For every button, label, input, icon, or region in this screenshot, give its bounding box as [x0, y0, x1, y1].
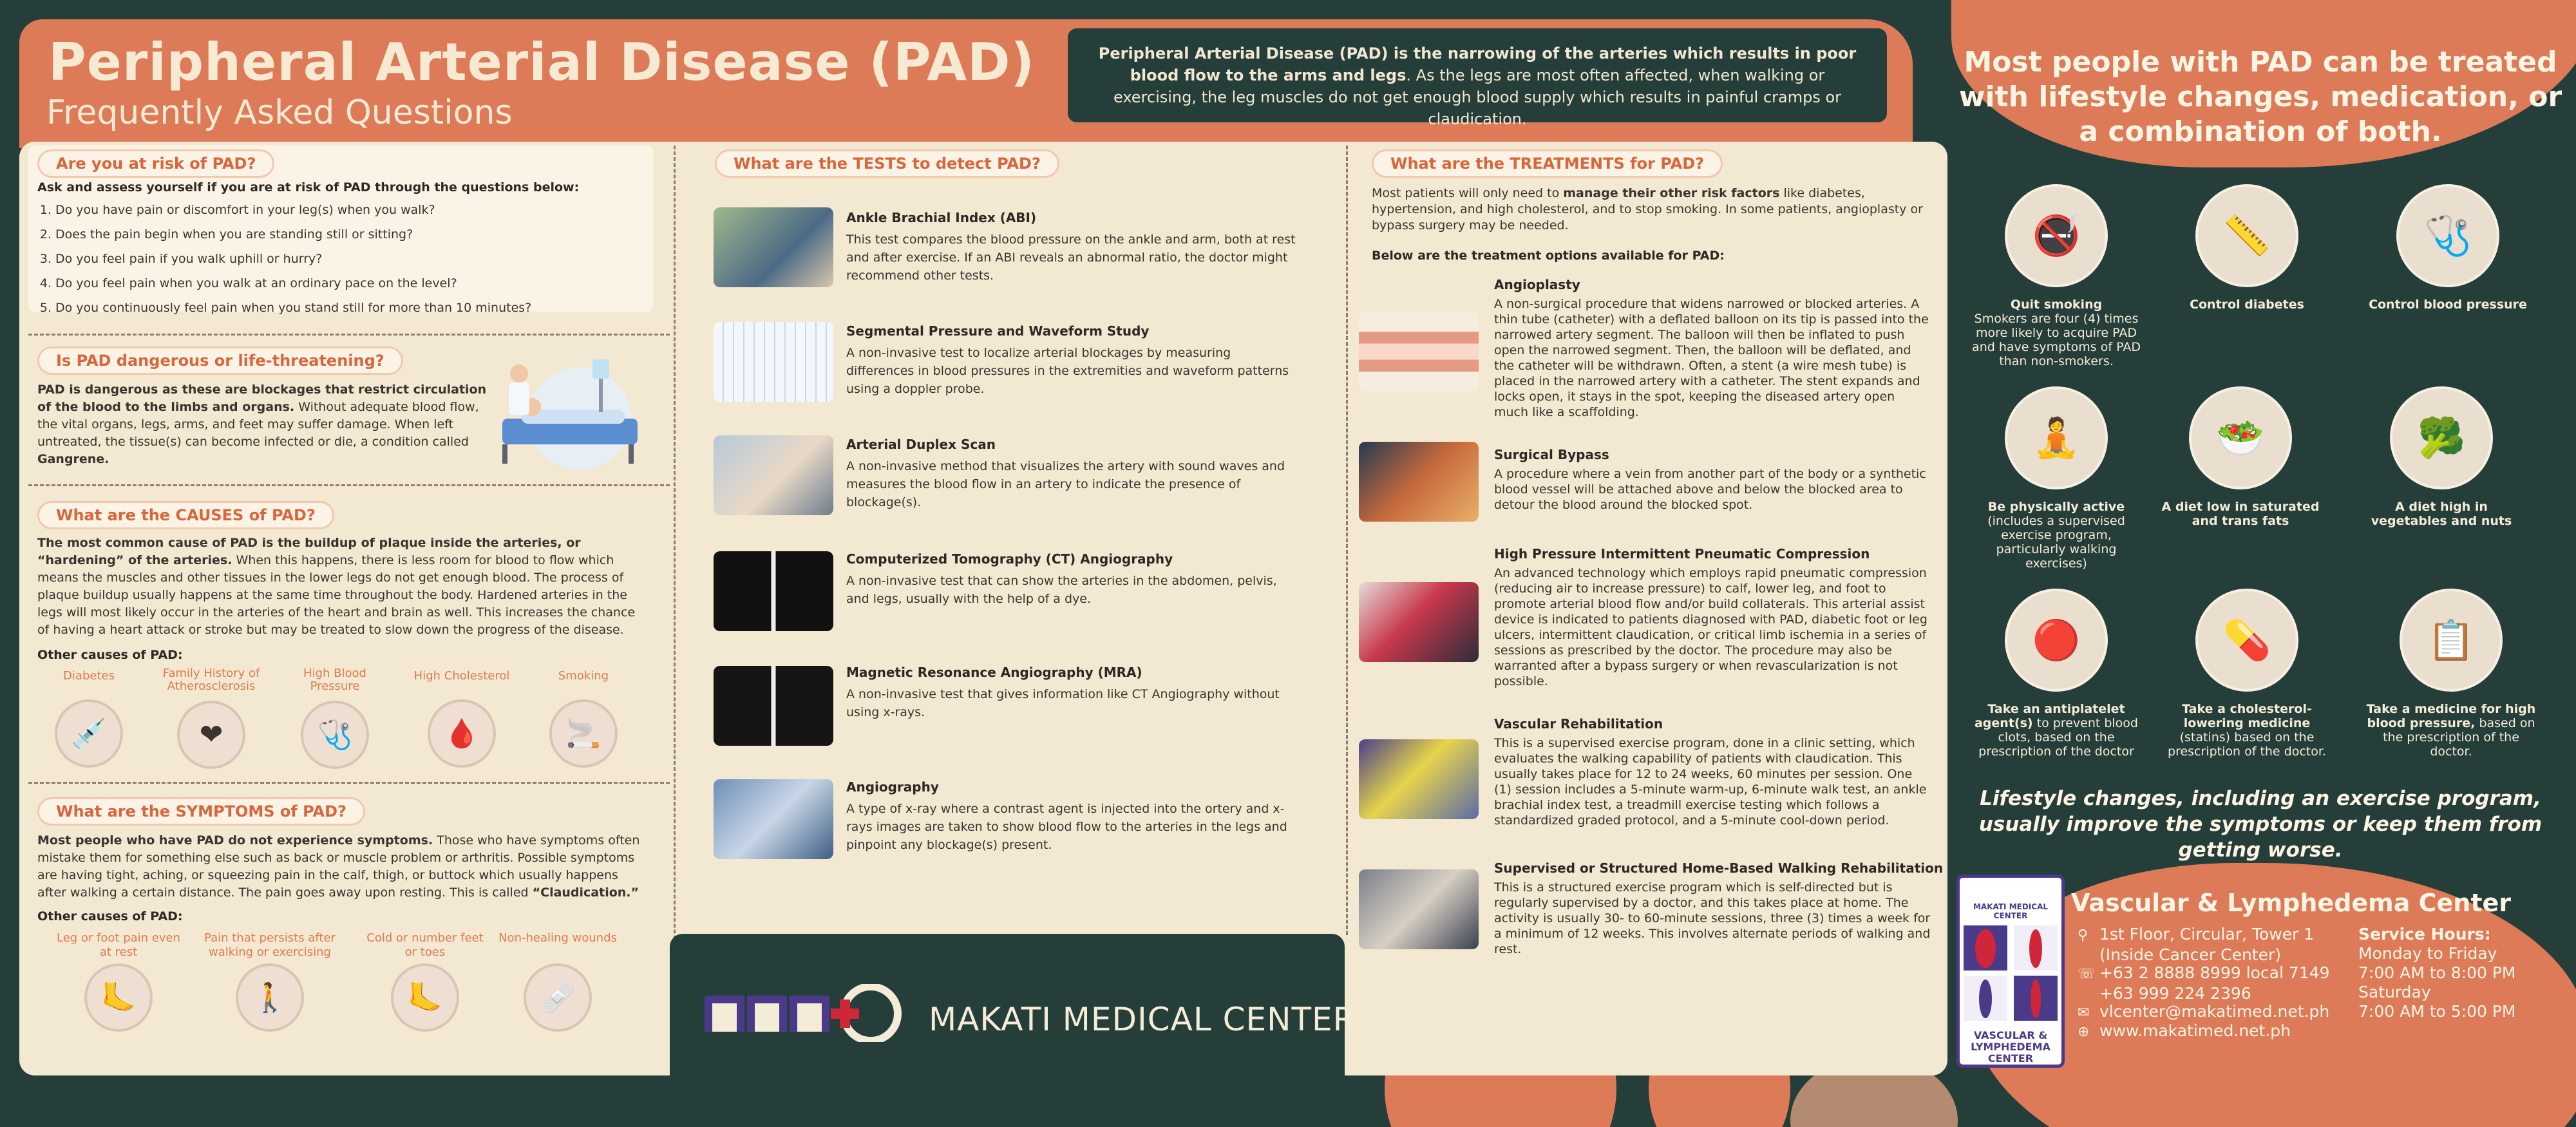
- lifestyle-item: [2160, 184, 2334, 312]
- symptom-item: [196, 931, 344, 1032]
- treatments-intro-bold: manage their other risk factors: [1563, 186, 1780, 200]
- hours-line: 7:00 AM to 5:00 PM: [2358, 1002, 2516, 1021]
- no-smoking-icon: 🚭: [2005, 184, 2108, 287]
- logo-top-text: MAKATI MEDICAL CENTER: [1973, 902, 2048, 920]
- hospital-bed-illustration: [483, 348, 650, 470]
- definition-text: . As the legs are most often affected, when walking or exercising, the leg muscles do not get enough blood supply which results in painful cramps or claudication.: [1113, 66, 1842, 128]
- symptoms-text: [37, 832, 649, 902]
- hours-line: Monday to Friday: [2358, 944, 2497, 963]
- definition-bold: Peripheral Arterial Disease (PAD) is the narrowing of the arteries which results in poor blood flow to the arms and legs: [1098, 44, 1857, 84]
- service-hours: [2358, 925, 2515, 1021]
- phones: [2078, 963, 2330, 1003]
- vascular-rehab-photo: [1359, 739, 1479, 819]
- risk-question: 2. Does the pain begin when you are standing still or sitting?: [55, 222, 667, 247]
- definition-box: [1068, 28, 1887, 128]
- test-body: A non-invasive test that gives information like CT Angiography without using x-rays.: [846, 687, 1280, 719]
- phone-icon: ☏: [2078, 966, 2096, 982]
- symptoms-other-label: Other causes of PAD:: [37, 909, 183, 923]
- risk-heading: Are you at risk of PAD?: [37, 149, 274, 178]
- hospital-name: MAKATI MEDICAL CENTER: [929, 1001, 1356, 1038]
- lifestyle-item: [1969, 386, 2143, 571]
- symptom-label: Non-healing wounds: [498, 931, 617, 945]
- danger-text: [37, 381, 493, 468]
- website-link[interactable]: www.makatimed.net.ph: [2099, 1021, 2291, 1040]
- address-line: (Inside Cancer Center): [2099, 945, 2282, 964]
- wound-icon: 🩹: [524, 963, 592, 1032]
- symptoms-rest: Those who have symptoms often mistake them for something else such as back or muscle problem or arthritis. Possible symptoms are having tight, aching, or squeezing pain in the calf, thigh, or buttock which usually happens after walking a certain distance. The pain goes away upon resting. This is called: [37, 833, 640, 900]
- risk-question: 1. Do you have pain or discomfort in your leg(s) when you walk?: [55, 198, 667, 222]
- center-title: Vascular & Lymphedema Center: [2071, 889, 2512, 917]
- salad-bowl-icon: 🥗: [2189, 386, 2292, 489]
- test-title: Angiography: [846, 779, 939, 795]
- vascular-center-logo: [1956, 875, 2065, 1068]
- lifestyle-bold: Be physically active: [1987, 500, 2125, 514]
- hours-line: Saturday: [2358, 983, 2431, 1001]
- symptoms-end: “Claudication.”: [532, 886, 639, 900]
- lifestyle-item: [2361, 589, 2541, 759]
- cause-item: [407, 670, 516, 768]
- danger-heading: Is PAD dangerous or life-threatening?: [37, 346, 403, 375]
- cause-item: [283, 667, 386, 769]
- page-subtitle: Frequently Asked Questions: [46, 93, 513, 132]
- danger-bold: PAD is dangerous as these are blockages that restrict circulation of the blood to the limbs and organs.: [37, 383, 487, 414]
- section-divider: [28, 334, 670, 336]
- mra-image: [714, 666, 833, 746]
- symptom-label: Pain that persists after walking or exercising: [204, 931, 336, 959]
- prescription-icon: 📋: [2400, 589, 2503, 692]
- email-link[interactable]: vlcenter@makatimed.net.ph: [2099, 1002, 2330, 1021]
- cause-item: [37, 670, 140, 768]
- vegetables-icon: 🥦: [2390, 386, 2493, 489]
- artery-icon: 🩸: [428, 699, 496, 768]
- test-title: Ankle Brachial Index (ABI): [846, 210, 1037, 225]
- address-line: 1st Floor, Circular, Tower 1: [2099, 925, 2315, 943]
- test-title: Magnetic Resonance Angiography (MRA): [846, 665, 1142, 680]
- treatments-heading: What are the TREATMENTS for PAD?: [1372, 149, 1723, 178]
- test-body: A non-invasive test to localize arterial blockages by measuring differences in blood pressures in the extremities and waveform patterns using a doppler probe.: [846, 346, 1289, 396]
- phone-number[interactable]: +63 999 224 2396: [2099, 984, 2251, 1003]
- section-divider: [28, 484, 670, 486]
- envelope-icon: ✉: [2078, 1005, 2090, 1021]
- duplex-scan-photo: [714, 435, 833, 515]
- home-walking-photo: [1359, 869, 1479, 949]
- symptom-item: [493, 931, 622, 1032]
- test-body: A non-invasive method that visualizes the artery with sound waves and measures the blood flow in an artery to indicate the presence of blockage(s).: [846, 459, 1285, 509]
- treatment-body: This is a supervised exercise program, done in a clinic setting, which evaluates the walking capability of patients with claudication. This usually takes place for 12 to 24 weeks, 60 minutes per session. One (1) session includes a 5-minute warm-up, 6-minute walk test, an ankle brachial index test, a treadmill exercise testing which follows a standardized graded protocol, and a 5-minute cool-down period.: [1494, 736, 1927, 828]
- lifestyle-text: to prevent blood clots, based on the prescription of the doctor: [1978, 716, 2138, 759]
- pill-bottle-icon: 💊: [2195, 589, 2298, 692]
- lifestyle-bold: Take a medicine for high blood pressure,: [2366, 702, 2536, 730]
- lifestyle-text: based on the prescription of the doctor.: [2383, 716, 2535, 759]
- cause-label: High Cholesterol: [413, 669, 510, 683]
- causes-heading: What are the CAUSES of PAD?: [37, 501, 334, 529]
- risk-intro: Ask and assess yourself if you are at risk of PAD through the questions below:: [37, 180, 580, 194]
- lifestyle-bold: Take a cholesterol-lowering medicine: [2182, 702, 2312, 730]
- treatments-options-label: Below are the treatment options available for PAD:: [1372, 249, 1725, 263]
- treatment-body: This is a structured exercise program which is self-directed but is regularly supervised by a doctor, and this takes place at home. The activity is usually 30- to 60-minute sessions, three (3) times a week for a minimum of 12 weeks. This involves alternate periods of walking and rest.: [1494, 880, 1931, 956]
- lifestyle-bold: A diet high in vegetables and nuts: [2371, 500, 2512, 528]
- test-body: A non-invasive test that can show the arteries in the abdomen, pelvis, and legs, usually with the help of a dye.: [846, 574, 1277, 606]
- treatment-body: A non-surgical procedure that widens narrowed or blocked arteries. A thin tube (catheter) with a deflated balloon on its tip is passed into the narrowed artery segment. The balloon will then be inflated to push open the narrowed segment. Then, the balloon will be deflated, and the catheter will be withdrawn. Often, a stent (a wire mesh tube) is placed in the narrowed artery with a catheter. The stent expands and locks open, it stays in the spot, keeping the diseased artery open much like a scaffolding.: [1494, 297, 1929, 419]
- blood-pressure-icon: 🩺: [2396, 184, 2499, 287]
- lifestyle-footer: Lifestyle changes, including an exercise program, usually improve the symptoms or keep them from getting worse.: [1978, 787, 2543, 862]
- abi-test-photo: [714, 207, 833, 287]
- tests-heading: What are the TESTS to detect PAD?: [715, 149, 1059, 178]
- address: [2078, 925, 2314, 965]
- risk-question: 4. Do you feel pain when you walk at an ordinary pace on the level?: [55, 271, 667, 296]
- cold-foot-icon: 🦶: [391, 963, 459, 1032]
- lifestyle-item: [1969, 589, 2143, 759]
- blood-pressure-monitor-icon: 🩺: [301, 701, 369, 769]
- symptom-item: [361, 931, 489, 1032]
- logo-bottom-text: VASCULAR & LYMPHEDEMA CENTER: [1971, 1029, 2050, 1065]
- cause-label: Family History of Atherosclerosis: [162, 667, 260, 693]
- lifestyle-item: [2361, 386, 2522, 528]
- heart-icon: ❤: [177, 701, 245, 769]
- angioplasty-illustration: [1359, 312, 1479, 392]
- causes-text: [37, 535, 644, 639]
- test-body: This test compares the blood pressure on the ankle and arm, both at rest and after exercise. If an ABI reveals an abnormal ratio, the doctor might recommend other tests.: [846, 232, 1296, 283]
- lifestyle-item: [2361, 184, 2535, 312]
- hours-label: Service Hours:: [2358, 925, 2491, 943]
- lifestyle-heading: Most people with PAD can be treated with lifestyle changes, medication, or a combination of both.: [1958, 46, 2562, 148]
- waveform-study-image: [714, 322, 833, 402]
- cause-label: Smoking: [558, 669, 609, 683]
- treatment-body: An advanced technology which employs rapid pneumatic compression (reducing air to increase pressure) to calf, lower leg, and foot to promote arterial blood flow and/or build collaterals. This arterial assist device is indicated to patients diagnosed with PAD, diabetic foot or leg ulcers, intermittent claudication, or critical limb ischemia in a series of sessions as prescribed by the doctor. The procedure may also be warranted after a bypass surgery or when revascularization is not possible.: [1494, 566, 1927, 688]
- symptoms-bold: Most people who have PAD do not experience symptoms.: [37, 833, 433, 848]
- treatment-body: A procedure where a vein from another part of the body or a synthetic blood vessel will be attached above and below the blocked area to detour the blood around the blocked spot.: [1494, 467, 1926, 512]
- email: [2078, 1002, 2329, 1023]
- causes-other-label: Other causes of PAD:: [37, 648, 183, 662]
- website: [2078, 1021, 2291, 1042]
- test-title: Computerized Tomography (CT) Angiography: [846, 551, 1173, 567]
- compression-device-photo: [1359, 582, 1479, 662]
- symptom-item: [54, 931, 183, 1032]
- cause-label: High Blood Pressure: [303, 667, 366, 693]
- location-pin-icon: ⚲: [2078, 927, 2088, 943]
- walking-icon: 🚶: [236, 963, 304, 1032]
- platelet-icon: 🔴: [2005, 589, 2108, 692]
- section-divider: [28, 782, 670, 784]
- lifestyle-item: [1969, 184, 2143, 368]
- causes-rest: When this happens, there is less room for blood to flow which means the muscles and other tissues in the lower legs do not get enough blood. The process of plaque buildup usually happens at the same time throughout the body. Hardened arteries in the legs will most likely occur in the arteries of the heart and brain as well. This increases the chance of having a heart attack or stroke but may be treated to slow down the progress of the disease.: [37, 553, 636, 637]
- cause-item: [160, 667, 263, 769]
- phone-number[interactable]: +63 2 8888 8999 local 7149: [2099, 963, 2330, 982]
- treatments-intro: [1372, 185, 1936, 234]
- treatment-title: High Pressure Intermittent Pneumatic Compression: [1494, 546, 1870, 562]
- danger-rest: Without adequate blood flow, the vital organs, legs, arms, and feet may suffer damage. When left untreated, the tissue(s) can become infected or die, a condition called: [37, 400, 479, 449]
- lifestyle-text: Control diabetes: [2190, 298, 2304, 312]
- ashtray-icon: 🚬: [549, 699, 618, 768]
- lifestyle-text: Smokers are four (4) times more likely to acquire PAD and have symptoms of PAD than non-smokers.: [1972, 312, 2141, 368]
- treatments-intro-a: Most patients will only need to: [1372, 186, 1564, 200]
- angiography-photo: [714, 779, 833, 859]
- page-title: Peripheral Arterial Disease (PAD): [48, 32, 1036, 92]
- risk-questions: [55, 198, 667, 320]
- surgical-bypass-photo: [1359, 442, 1479, 522]
- mmc-logo: [702, 984, 914, 1042]
- causes-bold: The most common cause of PAD is the buildup of plaque inside the arteries, or “hardening” of the arteries.: [37, 536, 581, 567]
- treatment-title: Supervised or Structured Home-Based Walking Rehabilitation: [1494, 860, 1944, 876]
- risk-question: 3. Do you feel pain if you walk uphill or hurry?: [55, 247, 667, 271]
- test-body: A type of x-ray where a contrast agent is injected into the ortery and x-rays images are taken to show blood flow to the arteries in the legs and pinpoint any blockage(s) present.: [846, 802, 1287, 852]
- lifestyle-text: Control blood pressure: [2369, 298, 2527, 312]
- symptoms-heading: What are the SYMPTOMS of PAD?: [37, 797, 365, 826]
- symptom-label: Leg or foot pain even at rest: [56, 931, 180, 959]
- treatments-intro-c: like diabetes, hypertension, and high cholesterol, and to stop smoking. In some patients, angioplasty or bypass surgery may be needed.: [1372, 186, 1923, 232]
- treatment-title: Surgical Bypass: [1494, 447, 1609, 462]
- lifestyle-item: [2160, 386, 2321, 528]
- ct-angiography-image: [714, 551, 833, 631]
- waist-measure-icon: 📏: [2195, 184, 2298, 287]
- lifestyle-text: (includes a supervised exercise program, particularly walking exercises): [1987, 514, 2125, 571]
- symptom-label: Cold or number feet or toes: [366, 931, 484, 959]
- test-title: Arterial Duplex Scan: [846, 437, 996, 452]
- globe-icon: ⊕: [2078, 1024, 2090, 1040]
- lifestyle-bold: Take an antiplatelet agent(s): [1974, 702, 2125, 730]
- foot-icon: 🦶: [84, 963, 153, 1032]
- limbs-icon: [1960, 920, 2061, 1030]
- hours-line: 7:00 AM to 8:00 PM: [2358, 963, 2516, 982]
- lifestyle-item: [2160, 589, 2334, 759]
- column-divider: [1346, 146, 1348, 935]
- treatment-title: Vascular Rehabilitation: [1494, 716, 1663, 732]
- test-title: Segmental Pressure and Waveform Study: [846, 323, 1150, 339]
- lifestyle-bold: A diet low in saturated and trans fats: [2161, 500, 2320, 528]
- cause-item: [532, 670, 635, 768]
- cause-label: Diabetes: [63, 669, 115, 683]
- lifestyle-text: (statins) based on the prescription of the doctor.: [2168, 730, 2326, 759]
- risk-question: 5. Do you continuously feel pain when you stand still for more than 10 minutes?: [55, 296, 667, 320]
- treatment-title: Angioplasty: [1494, 277, 1580, 292]
- insulin-pen-icon: 💉: [55, 699, 123, 768]
- yoga-icon: 🧘: [2005, 386, 2108, 489]
- column-divider: [674, 146, 676, 1073]
- danger-end: Gangrene.: [37, 452, 109, 466]
- lifestyle-bold: Quit smoking: [2010, 298, 2103, 312]
